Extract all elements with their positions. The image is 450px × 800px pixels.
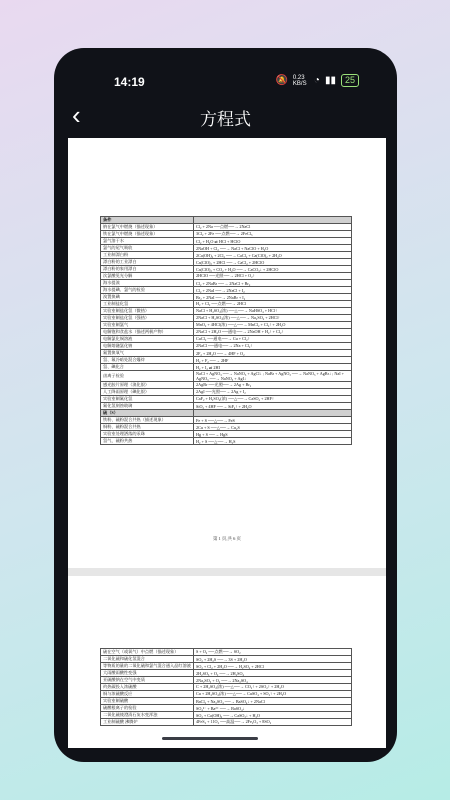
reaction-name: 硫（S） (101, 410, 194, 417)
mute-icon: 🔕 (275, 75, 288, 86)
reaction-name: 二氧化硫和硫化氢混合 (101, 656, 194, 663)
reaction-name: 漂白粉的家用漂白 (101, 266, 194, 273)
table-row (101, 315, 352, 322)
table-row (101, 287, 352, 294)
reaction-equation: 2NaCl + H₂SO₄(浓) ──△──→ Na₂SO₄ + 2HCl↑ (194, 315, 352, 322)
document-page-1 (68, 138, 386, 568)
reaction-equation: Cl₂ + 2NaI ──→ 2NaCl + I₂ (194, 287, 352, 294)
table-section-row (101, 217, 352, 224)
table-row (101, 371, 352, 382)
reaction-equation: Cu + 2H₂SO₄(浓) ──△──→ CuSO₄ + SO₂↑ + 2H₂O (194, 691, 352, 698)
table-row (101, 417, 352, 424)
reaction-equation: SO₄²⁻ + Ba²⁺ ──→ BaSO₄↓ (194, 705, 352, 712)
table-row (101, 357, 352, 364)
reaction-name: 灼热碳投入浓硫酸 (101, 684, 194, 691)
table-row (101, 294, 352, 301)
reaction-equation: H₂ + S ──△──→ H₂S (194, 438, 352, 445)
table-row (101, 438, 352, 445)
reaction-equation: Br₂ + 2NaI ──→ 2NaBr + I₂ (194, 294, 352, 301)
reaction-equation: Cl₂ + 2Na ──点燃──→ 2NaCl (194, 224, 352, 231)
table-row (101, 238, 352, 245)
table-row (101, 266, 352, 273)
table-row (101, 431, 352, 438)
page-title: 方程式 (200, 110, 251, 129)
table-row (101, 259, 352, 266)
table-row (101, 329, 352, 336)
reaction-name: 等物质的量的二氧化硫和氯气混合通入品红溶液 (101, 663, 194, 670)
reaction-equation: 2Cu + S ──△──→ Cu₂S (194, 424, 352, 431)
table-row (101, 308, 352, 315)
status-time: 14:19 (114, 75, 145, 89)
reaction-name: 电解氯化铜溶液 (101, 336, 194, 343)
table-row (101, 649, 352, 656)
reaction-equation: 2HClO ──光照──→ 2HCl + O₂↑ (194, 273, 352, 280)
reaction-equation: BaCl₂ + Na₂SO₄ ──→ BaSO₄↓ + 2NaCl (194, 698, 352, 705)
reaction-name: 铁粉、硫粉混合共热（描述现象） (101, 417, 194, 424)
table-row (101, 396, 352, 403)
reaction-name: 实验室制氟化氢 (101, 396, 194, 403)
reaction-equation: H₂ + F₂ ──→ 2HF (194, 357, 352, 364)
reaction-equation: Ca(ClO)₂ + CO₂ + H₂O ──→ CaCO₃↓ + 2HClO (194, 266, 352, 273)
table-row (101, 670, 352, 677)
reaction-name: 实验室处理洒落的汞珠 (101, 431, 194, 438)
reaction-name: 海水提溴 (101, 280, 194, 287)
reaction-name: 实验室制盐化氢（微热） (101, 308, 194, 315)
table-row (101, 224, 352, 231)
reaction-equation: Fe + S ──△──→ FeS (194, 417, 352, 424)
table-row (101, 364, 352, 371)
reaction-name: 铜与浓硫酸反应 (101, 691, 194, 698)
reaction-equation: SO₂ + Ca(OH)₂ ──→ CaSO₃↓ + H₂O (194, 712, 352, 719)
wifi-icon: ◔ (313, 75, 320, 86)
table-row (101, 231, 352, 238)
reaction-equation: Cl₂ + 2NaBr ──→ 2NaCl + Br₂ (194, 280, 352, 287)
reaction-equation: SiO₂ + 4HF ──→ SiF₄↑ + 2H₂O (194, 403, 352, 410)
table-row (101, 719, 352, 726)
status-icons (275, 74, 359, 87)
reaction-equation: SO₂ + Cl₂ + 2H₂O ──→ H₂SO₄ + 2HCl (194, 663, 352, 670)
reaction-equation (194, 410, 352, 417)
table-section-row (101, 410, 352, 417)
reaction-name: 氢气、硫粉共热 (101, 438, 194, 445)
reaction-name: 氟置换氧气 (101, 350, 194, 357)
reaction-name: 电解熔融氯化钠 (101, 343, 194, 350)
header-bar (54, 98, 397, 136)
chevron-left-icon[interactable]: ‹ (72, 100, 81, 130)
reaction-name: 电解饱和食盐水（描述两极产物） (101, 329, 194, 336)
reaction-name: 人工降雨原理（碘化银） (101, 389, 194, 396)
equation-table-page-1 (100, 216, 352, 445)
table-row (101, 350, 352, 357)
reaction-name: 氯气的尾气吸收 (101, 245, 194, 252)
reaction-name: 二氧化硫使澄清石灰水变浑浊 (101, 712, 194, 719)
table-row (101, 322, 352, 329)
table-row (101, 273, 352, 280)
document-page-2 (68, 576, 386, 748)
reaction-name: 溴置换碘 (101, 294, 194, 301)
table-row (101, 245, 352, 252)
reaction-name: 氢、氟冷暗处混合爆炸 (101, 357, 194, 364)
reaction-name: 漂白粉的工业漂白 (101, 259, 194, 266)
reaction-equation: 3Cl₂ + 2Fe ──点燃──→ 2FeCl₃ (194, 231, 352, 238)
reaction-equation: 2F₂ + 2H₂O ──→ 4HF + O₂ (194, 350, 352, 357)
reaction-name: 工业制硫酸 沸腾炉 (101, 719, 194, 726)
reaction-name: 卤离子检验 (101, 371, 194, 382)
reaction-equation: 4FeS₂ + 11O₂ ──高温──→ 2Fe₂O₃ + 8SO₂ (194, 719, 352, 726)
network-speed: 0.23 KB/S (292, 74, 307, 87)
reaction-name: 亚硫酸钠在空气中变质 (101, 677, 194, 684)
table-row (101, 403, 352, 410)
reaction-name: 铁在氯气中燃烧（描述现象） (101, 231, 194, 238)
reaction-name: 实验室制盐化氢（强热） (101, 315, 194, 322)
reaction-equation: NaCl + H₂SO₄(浓) ──△──→ NaHSO₄ + HCl↑ (194, 308, 352, 315)
reaction-equation: H₂ + I₂ ⇌ 2HI (194, 364, 352, 371)
reaction-name: 硫酸根离子的检验 (101, 705, 194, 712)
phone-frame (54, 48, 397, 762)
reaction-equation: 2Ca(OH)₂ + 2Cl₂ ──→ CaCl₂ + Ca(ClO)₂ + 2H₂O (194, 252, 352, 259)
reaction-equation: 2Na₂SO₃ + O₂ ──→ 2Na₂SO₄ (194, 677, 352, 684)
table-row (101, 712, 352, 719)
reaction-name: 工业制盐化氢 (101, 301, 194, 308)
reaction-name: 铜粉、硫粉混合共热 (101, 424, 194, 431)
reaction-equation: MnO₂ + 4HCl(浓) ──△──→ MnCl₂ + Cl₂↑ + 2H₂O (194, 322, 352, 329)
table-row (101, 280, 352, 287)
table-row (101, 252, 352, 259)
reaction-name: 氯气溶于水 (101, 238, 194, 245)
reaction-equation: S + O₂ ──点燃──→ SO₂ (194, 649, 352, 656)
reaction-equation: 2NaCl + 2H₂O ──通电──→ 2NaOH + H₂↑ + Cl₂↑ (194, 329, 352, 336)
reaction-name: 氢、碘化合 (101, 364, 194, 371)
reaction-equation: CaF₂ + H₂SO₄(浓) ──△──→ CaSO₄ + 2HF↑ (194, 396, 352, 403)
table-row (101, 705, 352, 712)
table-row (101, 691, 352, 698)
reaction-name: 实验室制氯气 (101, 322, 194, 329)
table-row (101, 656, 352, 663)
reaction-name: 次氯酸见光分解 (101, 273, 194, 280)
table-row (101, 343, 352, 350)
reaction-name: 钠在氯气中燃烧（描述现象） (101, 224, 194, 231)
reaction-equation: 2AgBr ──光照──→ 2Ag + Br₂ (194, 382, 352, 389)
home-indicator[interactable] (162, 737, 258, 740)
reaction-equation: 2NaOH + Cl₂ ──→ NaCl + NaClO + H₂O (194, 245, 352, 252)
reaction-name: 大雨酸雨酸性变强 (101, 670, 194, 677)
reaction-equation: 2H₂SO₃ + O₂ ──→ 2H₂SO₄ (194, 670, 352, 677)
signal-icon: ▮▮ (324, 75, 336, 86)
reaction-equation: C + 2H₂SO₄(浓) ──△──→ CO₂↑ + 2SO₂↑ + 2H₂O (194, 684, 352, 691)
reaction-equation: NaCl + AgNO₃ ──→ NaNO₃ + AgCl↓ ; NaBr + AgNO₃ ──→ NaNO₃ + AgBr↓ ; NaI + AgNO₃ ──→ NaNO₃ + AgI↓ (194, 371, 352, 382)
reaction-equation: H₂ + Cl₂ ──点燃──→ 2HCl (194, 301, 352, 308)
reaction-name: 感光胶片原理（溴化银） (101, 382, 194, 389)
table-row (101, 424, 352, 431)
reaction-name: 工业制漂白粉 (101, 252, 194, 259)
table-row (101, 389, 352, 396)
reaction-name: 条件 (101, 217, 194, 224)
page-number: 第 1 页,共 6 页 (212, 536, 242, 541)
reaction-equation: CuCl₂ ──通电──→ Cu + Cl₂↑ (194, 336, 352, 343)
table-row (101, 382, 352, 389)
reaction-name: 氟化氢刻蚀玻璃 (101, 403, 194, 410)
table-row (101, 684, 352, 691)
reaction-equation: Ca(ClO)₂ + 2HCl ──→ CaCl₂ + 2HClO (194, 259, 352, 266)
reaction-equation: Cl₂ + H₂O ⇌ HCl + HClO (194, 238, 352, 245)
reaction-equation: Hg + S ──→ HgS (194, 431, 352, 438)
battery-icon: 25 (341, 74, 359, 87)
reaction-equation: 2NaCl ──通电──→ 2Na + Cl₂↑ (194, 343, 352, 350)
document-viewer[interactable] (68, 138, 386, 748)
reaction-equation (194, 217, 352, 224)
table-row (101, 336, 352, 343)
table-row (101, 698, 352, 705)
reaction-name: 硫在空气（或氧气）中点燃（描述现象） (101, 649, 194, 656)
reaction-name: 实验室制硫酸 (101, 698, 194, 705)
table-row (101, 301, 352, 308)
table-row (101, 663, 352, 670)
reaction-name: 海水提碘、氯气的检验 (101, 287, 194, 294)
table-row (101, 677, 352, 684)
equation-table-page-2 (100, 648, 352, 726)
reaction-equation: 2AgI ──光照──→ 2Ag + I₂ (194, 389, 352, 396)
reaction-equation: SO₂ + 2H₂S ──→ 3S + 2H₂O (194, 656, 352, 663)
